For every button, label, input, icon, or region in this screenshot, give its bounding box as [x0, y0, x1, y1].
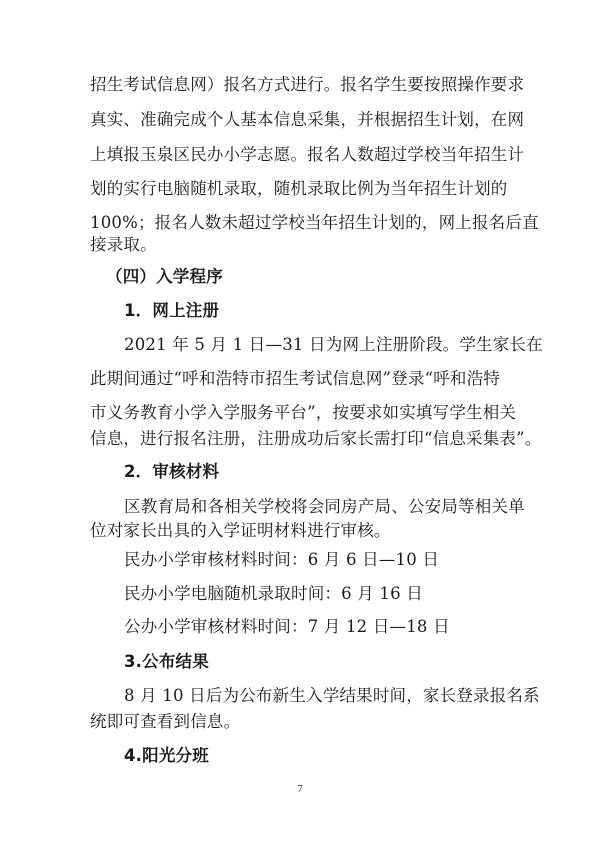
- subsection-heading: 3.公布结果: [124, 652, 209, 671]
- subsection-heading: 1．网上注册: [124, 301, 220, 320]
- page-number: 7: [297, 783, 303, 795]
- paragraph-line: 信息，进行报名注册，注册成功后家长需打印“信息采集表”。: [90, 429, 542, 448]
- paragraph-line: 2021 年 5 月 1 日—31 日为网上注册阶段。学生家长在: [124, 335, 543, 354]
- paragraph-line: 100%；报名人数未超过学校当年招生计划的，网上报名后直: [90, 213, 539, 232]
- paragraph-line: 市义务教育小学入学服务平台”，按要求如实填写学生相关: [90, 403, 517, 422]
- subsection-heading: 4.阳光分班: [124, 746, 209, 765]
- paragraph-line: 招生考试信息网）报名方式进行。报名学生要按照操作要求: [90, 75, 525, 94]
- paragraph-line: 民办小学电脑随机录取时间：6 月 16 日: [124, 584, 423, 603]
- paragraph-line: 上填报玉泉区民办小学志愿。报名人数超过学校当年招生计: [90, 145, 525, 164]
- paragraph-line: 民办小学审核材料时间：6 月 6 日—10 日: [124, 550, 440, 569]
- paragraph-line: 位对家长出具的入学证明材料进行审核。: [90, 521, 391, 540]
- subsection-heading: 2．审核材料: [124, 462, 220, 481]
- paragraph-line: 此期间通过“呼和浩特市招生考试信息网”登录“呼和浩特: [90, 369, 501, 388]
- paragraph-line: 接录取。: [90, 235, 157, 254]
- paragraph-line: 公办小学审核材料时间：7 月 12 日—18 日: [124, 617, 450, 636]
- paragraph-line: 统即可查看到信息。: [90, 712, 241, 731]
- paragraph-line: 8 月 10 日后为公布新生入学结果时间，家长登录报名系: [124, 686, 540, 705]
- section-heading: （四）入学程序: [106, 267, 223, 286]
- paragraph-line: 划的实行电脑随机录取，随机录取比例为当年招生计划的: [90, 179, 508, 198]
- paragraph-line: 真实、准确完成个人基本信息采集，并根据招生计划，在网: [90, 110, 525, 129]
- paragraph-line: 区教育局和各相关学校将会同房产局、公安局等相关单: [124, 497, 525, 516]
